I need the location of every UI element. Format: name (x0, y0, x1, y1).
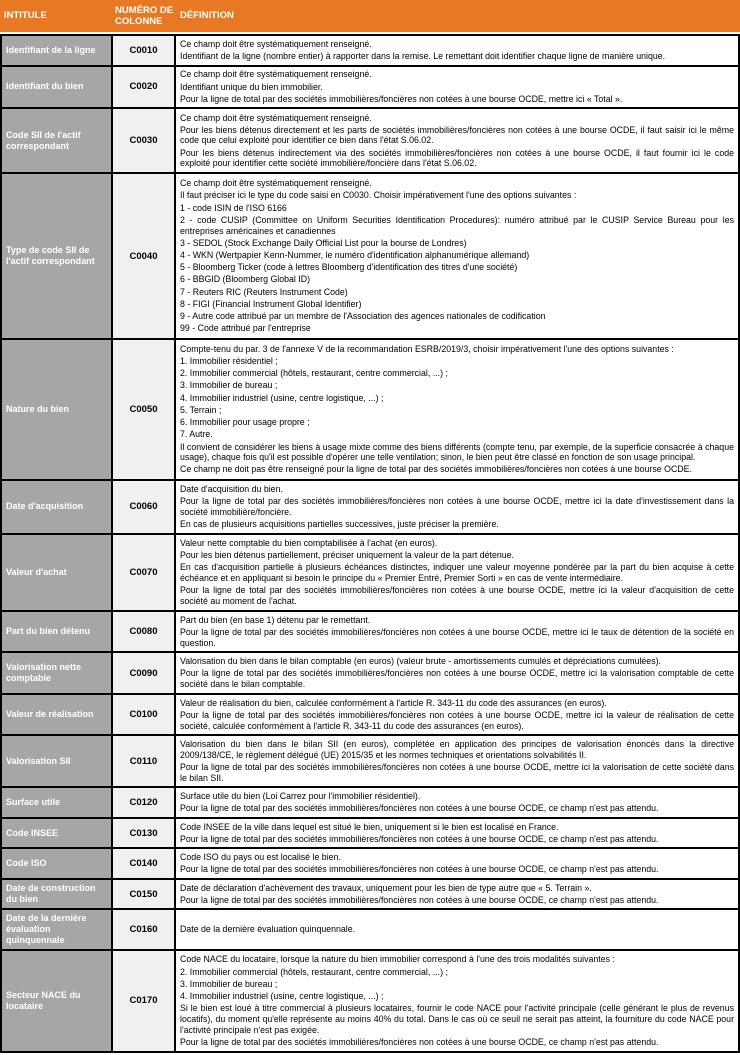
intitule-cell: Date d'acquisition (0, 481, 113, 535)
definition-paragraph: Compte-tenu du par. 3 de l'annexe V de la recommandation ESRB/2019/3, choisir impérativement l'une des options suivantes : (180, 343, 674, 354)
definition-cell (176, 612, 740, 653)
column-number-cell: C0040 (113, 174, 176, 340)
column-number-cell: C0070 (113, 535, 176, 612)
definition-cell (176, 535, 740, 612)
intitule-cell: Valorisation nette comptable (0, 653, 113, 694)
column-number-cell: C0110 (113, 736, 176, 788)
column-number-cell: C0060 (113, 481, 176, 535)
definition-paragraph: Date de la dernière évaluation quinquennale. (180, 924, 356, 935)
definition-cell (176, 849, 740, 879)
definition-paragraph: Pour la ligne de total par des sociétés immobilières/foncières non cotées à une bourse OCDE, mettre ici la valorisation comptable de cette société dans le bilan comptable. (180, 668, 734, 690)
definition-paragraph: 2. Immobilier commercial (hôtels, restaurant, centre commercial, ...) ; (180, 966, 448, 977)
table-row (0, 34, 740, 67)
table-row (0, 535, 740, 612)
definition-paragraph: 3 - SEDOL (Stock Exchange Daily Official List pour la bourse de Londres) (180, 237, 467, 248)
definition-paragraph: Ce champ ne doit pas être renseigné pour la ligne de total par des sociétés immobilières/foncières non cotées à une bourse OCDE. (180, 464, 692, 475)
column-number-cell: C0130 (113, 819, 176, 849)
definition-paragraph: 4. Immobilier industriel (usine, centre logistique, ...) ; (180, 392, 384, 403)
definition-paragraph: Pour la ligne de total par des sociétés immobilières/foncières non cotées à une bourse OCDE, ce champ n'est pas attendu. (180, 833, 659, 844)
column-number-cell: C0080 (113, 612, 176, 653)
definition-paragraph: 6. Immobilier pour usage propre ; (180, 417, 310, 428)
definition-paragraph: Pour les bien détenus partiellement, préciser uniquement la valeur de la part détenue. (180, 550, 514, 561)
definition-paragraph: Ce champ doit être systématiquement renseigné. (180, 178, 372, 189)
column-number-cell: C0120 (113, 788, 176, 818)
definition-paragraph: Valorisation du bien dans le bilan SII (en euros), complétée en application des principes de valorisation énoncés dans la directive 2009/138/CE, le règlement délégué (UE) 2015/35 et les normes techniques et orientations solvabilités II. (180, 739, 734, 760)
definition-paragraph: 5. Terrain ; (180, 404, 222, 415)
definition-paragraph: En cas de plusieurs acquisitions partielles successives, juste préciser la première. (180, 519, 499, 530)
definition-paragraph: Si le bien est loué à titre commercial à plusieurs locataires, fournir le code NACE pour l'activité principale (celle générant le plus de revenus locatifs), du moment qu'elle représente au moins 40% du total. Dans le cas où ce seuil ne serait pas atteint, la fourniture du code NACE pour l'activité principale n'est pas exigée. (180, 1003, 734, 1035)
table-row (0, 67, 740, 110)
definition-paragraph: Valeur de réalisation du bien, calculée conformément à l'article R. 343-11 du code des assurances (en euros). (180, 697, 607, 708)
intitule-cell: Part du bien détenu (0, 612, 113, 653)
definition-paragraph: 7 - Reuters RIC (Reuters Instrument Code) (180, 286, 348, 297)
column-number-cell: C0140 (113, 849, 176, 879)
definition-paragraph: En cas d'acquisition partielle à plusieurs échéances distinctes, indiquer une valeur moyenne pondérée par la part du bien acquise à cette échéance et en appliquant si besoin le principe du « Premier Entré, Premier Sorti » en cas de vente intermédiaire. (180, 562, 734, 584)
header-definition: DÉFINITION (176, 0, 740, 34)
definition-paragraph: Part du bien (en base 1) détenu par le remettant. (180, 614, 371, 625)
definition-paragraph: Identifiant de la ligne (nombre entier) à rapporter dans la remise. Le remettant doit identifier chaque ligne de manière unique. (180, 51, 666, 61)
definition-cell (176, 174, 740, 340)
definition-paragraph: 2 - code CUSIP (Committee on Uniform Securities Identification Procedures): numéro attribué par le CUSIP Service Bureau pour les entreprises américaines et canadiennes (180, 214, 734, 236)
definition-paragraph: 6 - BBGID (Bloomberg Global ID) (180, 274, 311, 285)
definition-paragraph: 4 - WKN (Wertpapier Kenn-Nummer, le numéro d'identification alphanumérique allemand) (180, 249, 530, 260)
column-number-cell: C0150 (113, 880, 176, 910)
intitule-cell: Identifiant de la ligne (0, 34, 113, 67)
intitule-cell: Type de code SII de l'actif correspondant (0, 174, 113, 340)
definition-cell (176, 951, 740, 1053)
definition-paragraph: 7. Autre. (180, 429, 213, 440)
definition-paragraph: Pour la ligne de total par des sociétés immobilières/foncières non cotées à une bourse OCDE, ce champ n'est pas attendu. (180, 1036, 659, 1047)
definition-paragraph: Pour les biens détenus indirectement via des sociétés immobilières/foncières non cotées à une bourse OCDE, il faut fournir ici le code exploité pour identifier cette société immobilière/foncière dans l'état S.06.02. (180, 147, 734, 169)
column-number-cell: C0100 (113, 695, 176, 736)
definition-paragraph: Date d'acquisition du bien. (180, 483, 283, 494)
table-row (0, 951, 740, 1053)
table-row (0, 695, 740, 736)
definition-paragraph: Ce champ doit être systématiquement renseigné. (180, 112, 372, 123)
definition-paragraph: 99 - Code attribué par l'entreprise (180, 323, 311, 334)
intitule-cell: Valorisation SII (0, 736, 113, 788)
definition-paragraph: Pour la ligne de total par des sociétés immobilières/foncières non cotées à une bourse OCDE, ce champ n'est pas attendu. (180, 803, 659, 814)
column-number-cell: C0020 (113, 67, 176, 110)
definition-paragraph: Il convient de considérer les biens à usage mixte comme des biens différents (compte tenu, par exemple, de la superficie consacrée à chaque usage), chaque fois qu'il est possible d'opérer une telle ventilation; sinon, le bien peut être classé en fonction de son usage principal. (180, 441, 734, 463)
intitule-cell: Valeur de réalisation (0, 695, 113, 736)
column-number-cell: C0170 (113, 951, 176, 1053)
definition-paragraph: 1 - code ISIN de l'ISO 6166 (180, 202, 287, 213)
table-row (0, 849, 740, 879)
table-header-row (0, 0, 740, 34)
definition-paragraph: 4. Immobilier industriel (usine, centre logistique, ...) ; (180, 990, 384, 1001)
definition-paragraph: 8 - FIGI (Financial Instrument Global Identifier) (180, 298, 362, 309)
intitule-cell: Date de construction du bien (0, 880, 113, 910)
definition-paragraph: Ce champ doit être systématiquement renseigné. (180, 38, 372, 49)
column-number-cell: C0160 (113, 910, 176, 950)
definition-paragraph: 5 - Bloomberg Ticker (code à lettres Bloomberg d'identification des titres d'une société) (180, 262, 518, 273)
header-numero-de-colonne: NUMÉRO DE COLONNE (113, 0, 176, 34)
table-row (0, 174, 740, 340)
definition-cell (176, 695, 740, 736)
definition-paragraph: Code INSEE de la ville dans lequel est situé le bien, uniquement si le bien est localisé en France. (180, 821, 559, 832)
intitule-cell: Valeur d'achat (0, 535, 113, 612)
definition-cell (176, 880, 740, 910)
definition-cell (176, 910, 740, 950)
definition-cell (176, 788, 740, 818)
definition-cell (176, 34, 740, 67)
table-body (0, 34, 740, 1053)
definition-paragraph: Il faut préciser ici le type du code saisi en C0030. Choisir impérativement l'une des options suivantes : (180, 190, 577, 201)
column-number-cell: C0090 (113, 653, 176, 694)
definition-paragraph: 9 - Autre code attribué par un membre de l'Association des agences nationales de codification (180, 311, 546, 322)
definition-paragraph: Pour la ligne de total par des sociétés immobilières/foncières non cotées à une bourse OCDE, mettre ici « Total ». (180, 93, 623, 104)
intitule-cell: Identifiant du bien (0, 67, 113, 110)
column-number-cell: C0050 (113, 340, 176, 481)
intitule-cell: Code INSEE (0, 819, 113, 849)
definition-paragraph: Surface utile du bien (Loi Carrez pour l'immobilier résidentiel). (180, 791, 421, 802)
header-intitule: INTITULE (0, 0, 113, 34)
definition-paragraph: 2. Immobilier commercial (hôtels, restaurant, centre commercial, ...) ; (180, 368, 448, 379)
definition-paragraph: 3. Immobilier de bureau ; (180, 978, 278, 989)
definition-paragraph: Valeur nette comptable du bien comptabilisée à l'achat (en euros). (180, 537, 438, 548)
table-row (0, 880, 740, 910)
intitule-cell: Secteur NACE du locataire (0, 951, 113, 1053)
table-row (0, 788, 740, 818)
intitule-cell: Nature du bien (0, 340, 113, 481)
table-row (0, 612, 740, 653)
table-row (0, 481, 740, 535)
definition-paragraph: Pour la ligne de total par des sociétés immobilières/foncières non cotées à une bourse OCDE, ce champ n'est pas attendu. (180, 894, 659, 905)
definition-cell (176, 67, 740, 110)
table-row (0, 109, 740, 174)
table-row (0, 819, 740, 849)
definition-paragraph: 3. Immobilier de bureau ; (180, 380, 278, 391)
column-number-cell: C0010 (113, 34, 176, 67)
definition-paragraph: Pour la ligne de total par des sociétés immobilières/foncières non cotées à une bourse OCDE, mettre ici la valeur de réalisation de cette société, calculée conformément à l'article R. 343-11 du code des assurances (en euros). (180, 709, 734, 731)
definition-cell (176, 653, 740, 694)
definition-paragraph: Ce champ doit être systématiquement renseigné. (180, 69, 372, 80)
definition-cell (176, 340, 740, 481)
intitule-cell: Code ISO (0, 849, 113, 879)
definition-cell (176, 109, 740, 174)
definition-paragraph: Valorisation du bien dans le bilan comptable (en euros) (valeur brute - amortissements cumulés et dépréciations cumulées). (180, 656, 661, 667)
definition-paragraph: Code ISO du pays ou est localisé le bien. (180, 852, 341, 863)
definition-cell (176, 819, 740, 849)
table-row (0, 910, 740, 950)
definition-paragraph: Pour la ligne de total par des sociétés immobilières/foncières non cotées à une bourse OCDE, mettre ici la date d'investissement dans la société immobilière/foncière. (180, 496, 734, 517)
definition-paragraph: Pour la ligne de total par des sociétés immobilières/foncières non cotées à une bourse OCDE, ce champ n'est pas attendu. (180, 864, 659, 875)
table-row (0, 736, 740, 788)
intitule-cell: Surface utile (0, 788, 113, 818)
definition-paragraph: Code NACE du locataire, lorsque la nature du bien immobilier correspond à l'une des trois modalités suivantes : (180, 954, 615, 965)
column-number-cell: C0030 (113, 109, 176, 174)
intitule-cell: Date de la dernière évaluation quinquennale (0, 910, 113, 950)
definition-paragraph: Pour la ligne de total par des sociétés immobilières/foncières non cotées à une bourse OCDE, mettre ici le taux de détention de la société en question. (180, 627, 734, 648)
definition-paragraph: Date de déclaration d'achèvement des travaux, uniquement pour les bien de type autre que « 5. Terrain ». (180, 882, 592, 893)
intitule-cell: Code SII de l'actif correspondant (0, 109, 113, 174)
table-row (0, 653, 740, 694)
definition-paragraph: Pour la ligne de total par des sociétés immobilières/foncières non cotées à une bourse OCDE, mettre ici la valeur d'acquisition de cette société au moment de l'achat. (180, 585, 734, 607)
definition-cell (176, 481, 740, 535)
definition-paragraph: Pour la ligne de total par des sociétés immobilières/foncières non cotées à une bourse OCDE, mettre ici la valorisation de cette société dans le bilan SII. (180, 762, 734, 783)
definition-paragraph: 1. Immobilier résidentiel ; (180, 355, 278, 366)
definition-paragraph: Identifiant unique du bien immobilier. (180, 81, 323, 92)
definition-paragraph: Pour les biens détenus directement et les parts de sociétés immobilières/foncières non cotées à une bourse OCDE, il faut saisir ici le même code que celui exploité pour identifier ce bien dans l'état S.06.02. (180, 124, 734, 146)
table-row (0, 340, 740, 481)
definition-cell (176, 736, 740, 788)
